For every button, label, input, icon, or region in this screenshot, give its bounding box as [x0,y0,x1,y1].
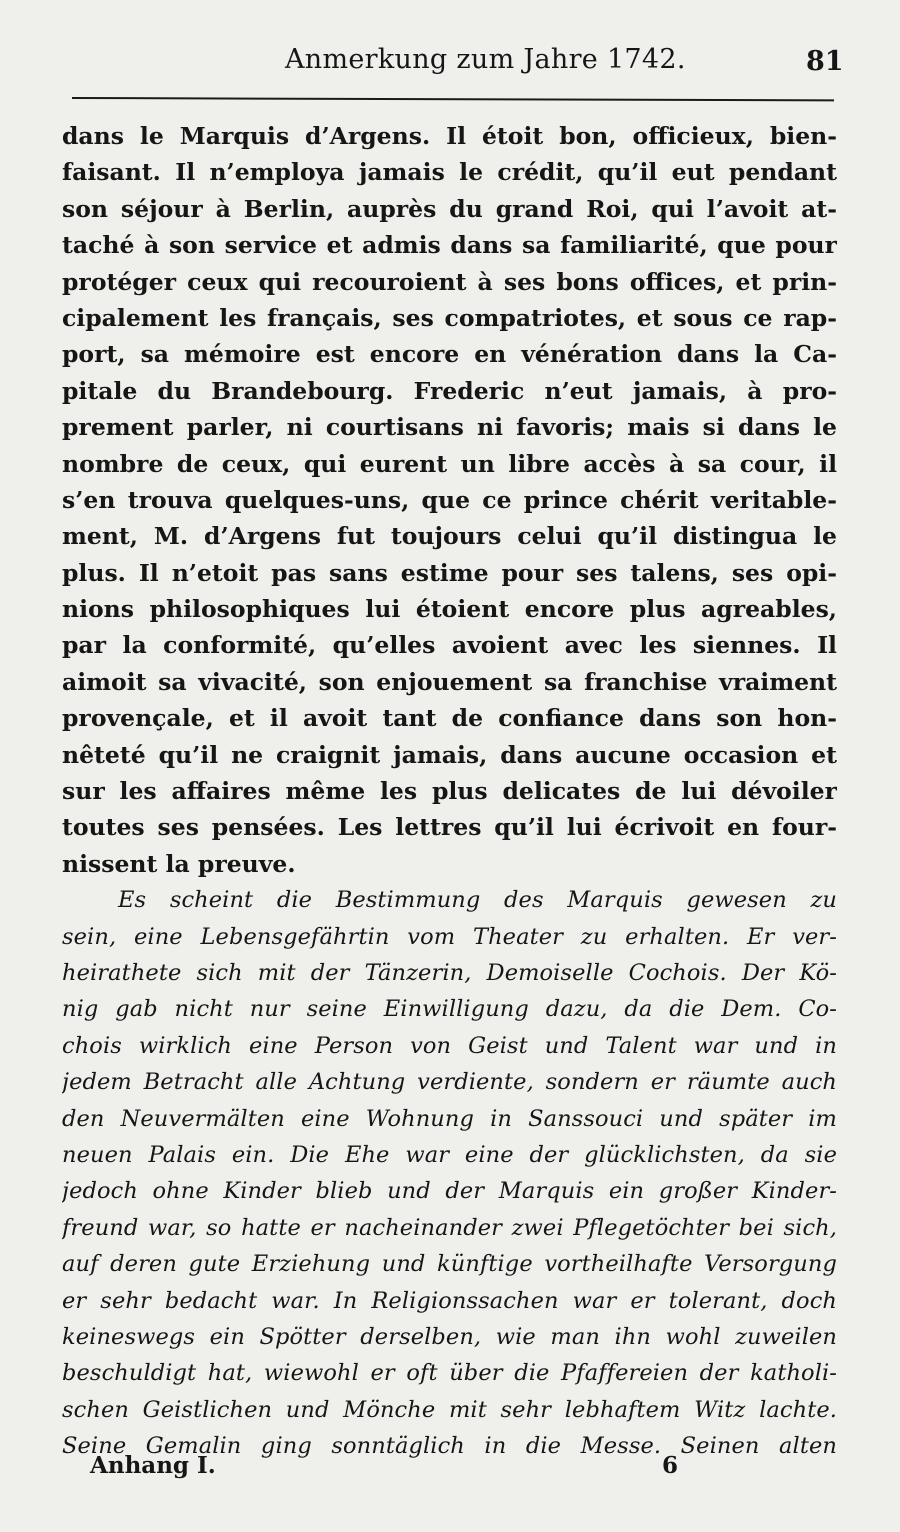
running-head: Anmerkung zum Jahre 1742. [285,44,686,75]
text-line: taché à son service et admis dans sa familiarité, que pour [62,231,837,260]
text-line: cipalement les français, ses compatriotes, et sous ce rap- [62,303,837,332]
text-line: nions philosophiques lui étoient encore plus agreables, [62,595,837,624]
text-line: s’en trouva quelques-uns, que ce prince chérit veritable- [62,485,837,514]
text-line: chois wirklich eine Person von Geist und Talent war und in [62,1032,837,1059]
text-line: nig gab nicht nur seine Einwilligung dazu, da die Dem. Co- [62,996,837,1023]
text-line: Es scheint die Bestimmung des Marquis gewesen zu [118,887,837,914]
text-line: sein, eine Lebensgefährtin vom Theater zu erhalten. Er ver- [62,923,837,950]
text-line: son séjour à Berlin, auprès du grand Roi, qui l’avoit at- [62,194,837,223]
text-line: Seine Gemalin ging sonntäglich in die Messe. Seinen alten [62,1433,837,1460]
text-line: aimoit sa vivacité, son enjouement sa franchise vraiment [62,667,837,696]
text-line: beschuldigt hat, wiewohl er oft über die Pfaffereien der katholi- [62,1360,837,1387]
page-header [0,0,900,100]
text-line: freund war, so hatte er nacheinander zwei Pflegetöchter bei sich, [62,1214,837,1241]
text-line: schen Geistlichen und Mönche mit sehr lebhaftem Witz lachte. [62,1396,837,1423]
text-line: er sehr bedacht war. In Religionssachen war er tolerant, doch [62,1287,837,1314]
text-line: auf deren gute Erziehung und künftige vortheilhafte Versorgung [62,1251,837,1278]
text-line: ment, M. d’Argens fut toujours celui qu’il distingua le [62,522,837,551]
text-line: heirathete sich mit der Tänzerin, Demoiselle Cochois. Der Kö- [62,959,837,986]
text-line: par la conformité, qu’elles avoient avec les siennes. Il [62,631,837,660]
text-line: dans le Marquis d’Argens. Il étoit bon, officieux, bien- [62,122,837,150]
body-text [62,118,837,1464]
text-line: jedem Betracht alle Achtung verdiente, sondern er räumte auch [62,1069,837,1096]
text-line: jedoch ohne Kinder blieb und der Marquis ein großer Kinder- [62,1178,837,1205]
text-line: toutes ses pensées. Les lettres qu’il lui écrivoit en four- [62,813,837,842]
page-footer [0,1440,900,1500]
text-line: neuen Palais ein. Die Ehe war eine der glücklichsten, da sie [62,1141,837,1168]
text-line: keineswegs ein Spötter derselben, wie man ihn wohl zuweilen [62,1323,837,1350]
text-line: plus. Il n’etoit pas sans estime pour ses talens, ses opi- [62,558,837,587]
text-line: provençale, et il avoit tant de confiance dans son hon- [62,704,837,733]
text-line: nissent la preuve. [62,849,296,878]
text-line: pitale du Brandebourg. Frederic n’eut jamais, à pro- [62,376,837,405]
header-rule [72,97,834,101]
text-line: nombre de ceux, qui eurent un libre accès à sa cour, il [62,449,837,478]
text-line: den Neuvermälten eine Wohnung in Sanssouci und später im [62,1105,837,1132]
text-line: nêteté qu’il ne craignit jamais, dans aucune occasion et [62,740,837,769]
signature-mark: Anhang I. [90,1452,216,1479]
text-line: prement parler, ni courtisans ni favoris; mais si dans le [62,413,837,442]
sheet-number: 6 [662,1452,679,1479]
page-number: 81 [806,46,844,77]
german-paragraph [62,882,837,1464]
text-line: faisant. Il n’employa jamais le crédit, qu’il eut pendant [62,158,837,187]
text-line: sur les affaires même les plus delicates de lui dévoiler [62,777,837,806]
french-paragraph [62,118,837,882]
text-line: port, sa mémoire est encore en vénération dans la Ca- [62,340,837,369]
text-line: protéger ceux qui recouroient à ses bons offices, et prin- [62,267,837,296]
